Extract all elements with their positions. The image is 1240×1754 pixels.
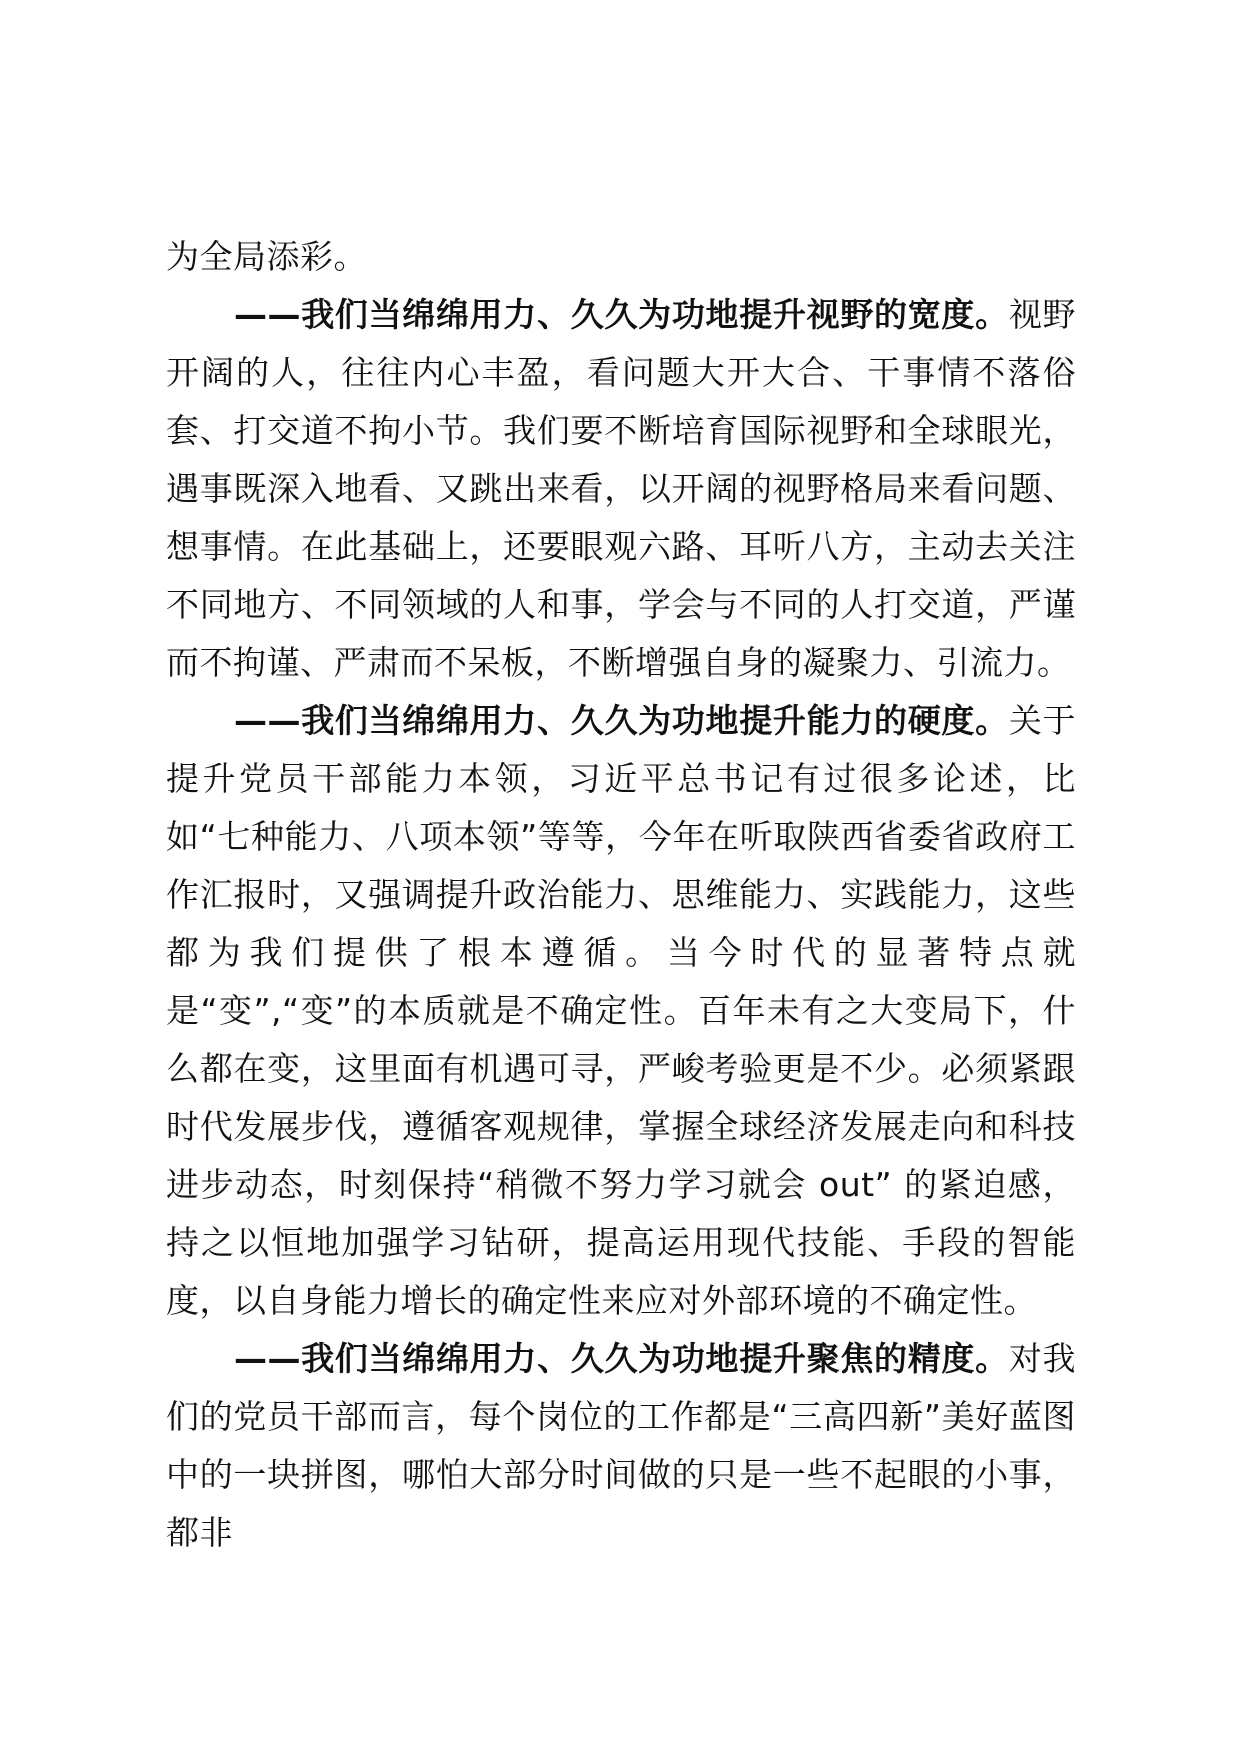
paragraph-vision-breadth [166, 286, 1076, 692]
paragraph-focus-precision [166, 1330, 1076, 1562]
paragraph-text: 为全局添彩。 [166, 237, 367, 276]
document-body [166, 228, 1076, 1562]
paragraph-text: 对我们的党员干部而言，每个岗位的工作都是“三高四新”美好蓝图中的一块拼图，哪怕大部分时间做的只是一些不起眼的小事，都非 [166, 1339, 1077, 1552]
paragraph-heading: ——我们当绵绵用力、久久为功地提升视野的宽度。 [234, 295, 1009, 334]
paragraph-heading: ——我们当绵绵用力、久久为功地提升能力的硬度。 [234, 701, 1009, 740]
paragraph-continuation [166, 228, 1076, 286]
paragraph-heading: ——我们当绵绵用力、久久为功地提升聚焦的精度。 [234, 1339, 1009, 1378]
paragraph-text: 关于提升党员干部能力本领，习近平总书记有过很多论述，比如“七种能力、八项本领”等等，今年在听取陕西省委省政府工作汇报时，又强调提升政治能力、思维能力、实践能力，这些都为我们提供了根本遵循。当今时代的显著特点就是“变”,“变”的本质就是不确定性。百年未有之大变局下，什么都在变，这里面有机遇可寻，严峻考验更是不少。必须紧跟时代发展步伐，遵循客观规律，掌握全球经济发展走向和科技进步动态，时刻保持“稍微不努力学习就会 out” 的紧迫感，持之以恒地加强学习钻研，提高运用现代技能、手段的智能度，以自身能力增长的确定性来应对外部环境的不确定性。 [166, 701, 1077, 1320]
paragraph-text: 视野开阔的人，往往内心丰盈，看问题大开大合、干事情不落俗套、打交道不拘小节。我们要不断培育国际视野和全球眼光，遇事既深入地看、又跳出来看，以开阔的视野格局来看问题、想事情。在此基础上，还要眼观六路、耳听八方，主动去关注不同地方、不同领域的人和事，学会与不同的人打交道，严谨而不拘谨、严肃而不呆板，不断增强自身的凝聚力、引流力。 [166, 295, 1077, 682]
paragraph-ability-hardness [166, 692, 1076, 1330]
